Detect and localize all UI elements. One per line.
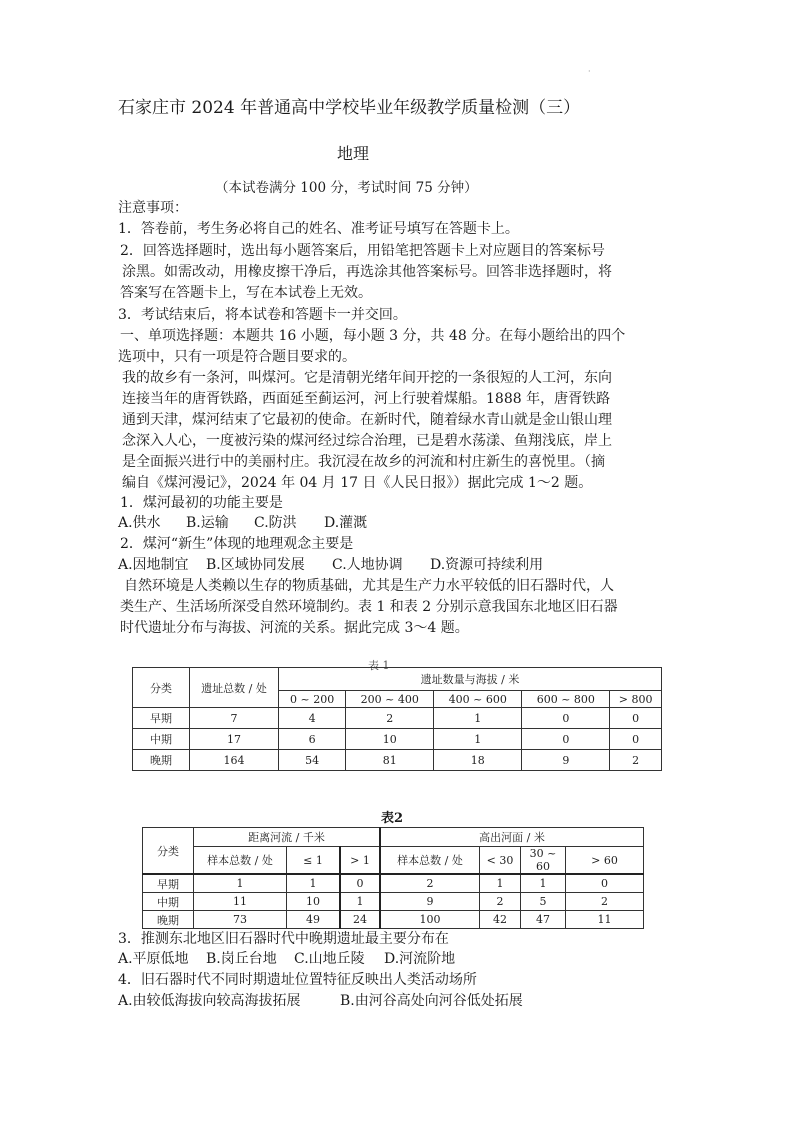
table-header: 400 ~ 600 bbox=[434, 691, 522, 708]
table-header: 200 ~ 400 bbox=[346, 691, 434, 708]
question-options bbox=[118, 991, 523, 1011]
option[interactable]: D.资源可持续利用 bbox=[430, 557, 544, 573]
table-cell: 17 bbox=[190, 729, 279, 750]
question-stem: 3．推测东北地区旧石器时代中晚期遗址最主要分布在 bbox=[118, 931, 449, 947]
notice-line: 1．答卷前，考生务必将自己的姓名、准考证号填写在答题卡上。 bbox=[118, 221, 519, 237]
table1-caption: 表 1 bbox=[368, 659, 390, 672]
table-header: 分类 bbox=[143, 828, 194, 875]
option[interactable]: D.河流阶地 bbox=[384, 951, 456, 967]
passage-line: 类生产、生活场所深受自然环境制约。表 1 和表 2 分别示意我国东北地区旧石器 bbox=[120, 599, 618, 615]
passage-line: 编自《煤河漫记》，2024 年 04 月 17 日《人民日报》）据此完成 1～2 题。 bbox=[122, 475, 593, 491]
table-cell: 2 bbox=[610, 750, 662, 771]
table-cell: 0 bbox=[522, 729, 610, 750]
passage-line: 自然环境是人类赖以生存的物质基础，尤其是生产力水平较低的旧石器时代，人 bbox=[124, 578, 614, 594]
table-header: 600 ~ 800 bbox=[522, 691, 610, 708]
notice-line: 2．回答选择题时，选出每小题答案后，用铅笔把答题卡上对应题目的答案标号 bbox=[120, 243, 605, 259]
table-cell: 42 bbox=[480, 911, 521, 929]
table-row bbox=[133, 729, 662, 750]
option[interactable]: B.由河谷高处向河谷低处拓展 bbox=[340, 993, 523, 1009]
table-cell: 早期 bbox=[143, 874, 194, 893]
table-header: 样本总数 / 处 bbox=[194, 847, 287, 875]
table2-river bbox=[142, 827, 644, 929]
question-options bbox=[118, 513, 367, 533]
table-header: 高出河面 / 米 bbox=[380, 828, 644, 847]
notice-line: 答案写在答题卡上，写在本试卷上无效。 bbox=[120, 285, 372, 301]
table-cell: 9 bbox=[380, 893, 480, 911]
table-cell: 晚期 bbox=[143, 911, 194, 929]
table-cell: 47 bbox=[521, 911, 566, 929]
table-cell: 10 bbox=[346, 729, 434, 750]
table-cell: 1 bbox=[340, 893, 380, 911]
table-cell: 0 bbox=[340, 874, 380, 893]
table-cell: 早期 bbox=[133, 708, 190, 729]
option[interactable]: C.防洪 bbox=[254, 515, 297, 531]
option[interactable]: A.平原低地 bbox=[118, 951, 189, 967]
table-row bbox=[143, 893, 644, 911]
score-note: （本试卷满分 100 分，考试时间 75 分钟） bbox=[215, 180, 478, 196]
table-cell: 0 bbox=[610, 708, 662, 729]
question-stem: 4．旧石器时代不同时期遗址位置特征反映出人类活动场所 bbox=[118, 972, 477, 988]
table-header: < 30 bbox=[480, 847, 521, 875]
table-cell: 2 bbox=[380, 874, 480, 893]
table-header: ≤ 1 bbox=[287, 847, 341, 875]
table-header: 分类 bbox=[133, 668, 190, 708]
question-options bbox=[118, 949, 455, 969]
table-cell: 7 bbox=[190, 708, 279, 729]
passage-line: 念深入人心，一度被污染的煤河经过综合治理，已是碧水荡漾、鱼翔浅底，岸上 bbox=[122, 433, 612, 449]
table-cell: 24 bbox=[340, 911, 380, 929]
table-cell: 0 bbox=[522, 708, 610, 729]
table-cell: 73 bbox=[194, 911, 287, 929]
table-header: 距离河流 / 千米 bbox=[194, 828, 381, 847]
table-cell: 11 bbox=[194, 893, 287, 911]
table-row bbox=[133, 750, 662, 771]
option[interactable]: A.由较低海拔向较高海拔拓展 bbox=[118, 993, 301, 1009]
question-stem: 1．煤河最初的功能主要是 bbox=[120, 495, 283, 511]
table-row bbox=[143, 874, 644, 893]
table-cell: 1 bbox=[434, 708, 522, 729]
table-cell: 6 bbox=[279, 729, 346, 750]
notice-heading: 注意事项： bbox=[118, 200, 188, 216]
table-cell: 4 bbox=[279, 708, 346, 729]
option[interactable]: A.供水 bbox=[118, 515, 161, 531]
table-header: 30 ~ 60 bbox=[521, 847, 566, 875]
table-cell: 11 bbox=[566, 911, 644, 929]
table-header: 样本总数 / 处 bbox=[380, 847, 480, 875]
table-header: > 800 bbox=[610, 691, 662, 708]
table-cell: 164 bbox=[190, 750, 279, 771]
question-stem: 2．煤河“新生”体现的地理观念主要是 bbox=[120, 536, 354, 552]
notice-line: 涂黑。如需改动，用橡皮擦干净后，再选涂其他答案标号。回答非选择题时，将 bbox=[122, 264, 612, 280]
table-row bbox=[133, 708, 662, 729]
table2-caption: 表2 bbox=[381, 811, 404, 826]
table-cell: 2 bbox=[566, 893, 644, 911]
table-cell: 1 bbox=[434, 729, 522, 750]
scan-dot: · bbox=[588, 67, 591, 76]
table-cell: 9 bbox=[522, 750, 610, 771]
exam-title: 石家庄市 2024 年普通高中学校毕业年级教学质量检测（三） bbox=[118, 98, 581, 118]
table-header: 遗址数量与海拔 / 米 bbox=[279, 668, 662, 691]
passage-line: 我的故乡有一条河，叫煤河。它是清朝光绪年间开挖的一条很短的人工河，东向 bbox=[122, 370, 612, 386]
table-cell: 1 bbox=[287, 874, 341, 893]
table-header: 0 ~ 200 bbox=[279, 691, 346, 708]
table-cell: 0 bbox=[566, 874, 644, 893]
option[interactable]: B.岗丘台地 bbox=[206, 951, 277, 967]
option[interactable]: C.人地协调 bbox=[332, 557, 403, 573]
passage-line: 通到天津，煤河结束了它最初的使命。在新时代，随着绿水青山就是金山银山理 bbox=[122, 412, 612, 428]
table-cell: 0 bbox=[610, 729, 662, 750]
table-cell: 中期 bbox=[143, 893, 194, 911]
question-options bbox=[118, 555, 543, 575]
table1-altitude bbox=[132, 667, 662, 771]
table-cell: 5 bbox=[521, 893, 566, 911]
table-cell: 18 bbox=[434, 750, 522, 771]
section-heading: 一、单项选择题：本题共 16 小题，每小题 3 分，共 48 分。在每小题给出的四个 bbox=[120, 328, 626, 344]
table-header: > 1 bbox=[340, 847, 380, 875]
passage-line: 时代遗址分布与海拔、河流的关系。据此完成 3～4 题。 bbox=[120, 620, 469, 636]
table-cell: 中期 bbox=[133, 729, 190, 750]
table-cell: 1 bbox=[194, 874, 287, 893]
table-cell: 晚期 bbox=[133, 750, 190, 771]
subject-title: 地理 bbox=[337, 144, 370, 163]
passage-line: 是全面振兴进行中的美丽村庄。我沉浸在故乡的河流和村庄新生的喜悦里。（摘 bbox=[122, 454, 605, 470]
table-cell: 2 bbox=[480, 893, 521, 911]
table-cell: 49 bbox=[287, 911, 341, 929]
table-cell: 1 bbox=[521, 874, 566, 893]
table-header: > 60 bbox=[566, 847, 644, 875]
table-cell: 100 bbox=[380, 911, 480, 929]
option[interactable]: D.灌溉 bbox=[324, 515, 368, 531]
option[interactable]: A.因地制宜 bbox=[118, 557, 189, 573]
table-cell: 2 bbox=[346, 708, 434, 729]
table-cell: 1 bbox=[480, 874, 521, 893]
table-cell: 54 bbox=[279, 750, 346, 771]
table-row bbox=[143, 911, 644, 929]
table-cell: 81 bbox=[346, 750, 434, 771]
table-header: 遗址总数 / 处 bbox=[190, 668, 279, 708]
passage-line: 连接当年的唐胥铁路，西面延至蓟运河，河上行驶着煤船。1888 年，唐胥铁路 bbox=[122, 391, 611, 407]
option[interactable]: B.运输 bbox=[186, 515, 229, 531]
section-heading: 选项中，只有一项是符合题目要求的。 bbox=[118, 349, 356, 365]
notice-line: 3．考试结束后，将本试卷和答题卡一并交回。 bbox=[118, 307, 407, 323]
option[interactable]: C.山地丘陵 bbox=[294, 951, 365, 967]
table-cell: 10 bbox=[287, 893, 341, 911]
option[interactable]: B.区域协同发展 bbox=[206, 557, 305, 573]
